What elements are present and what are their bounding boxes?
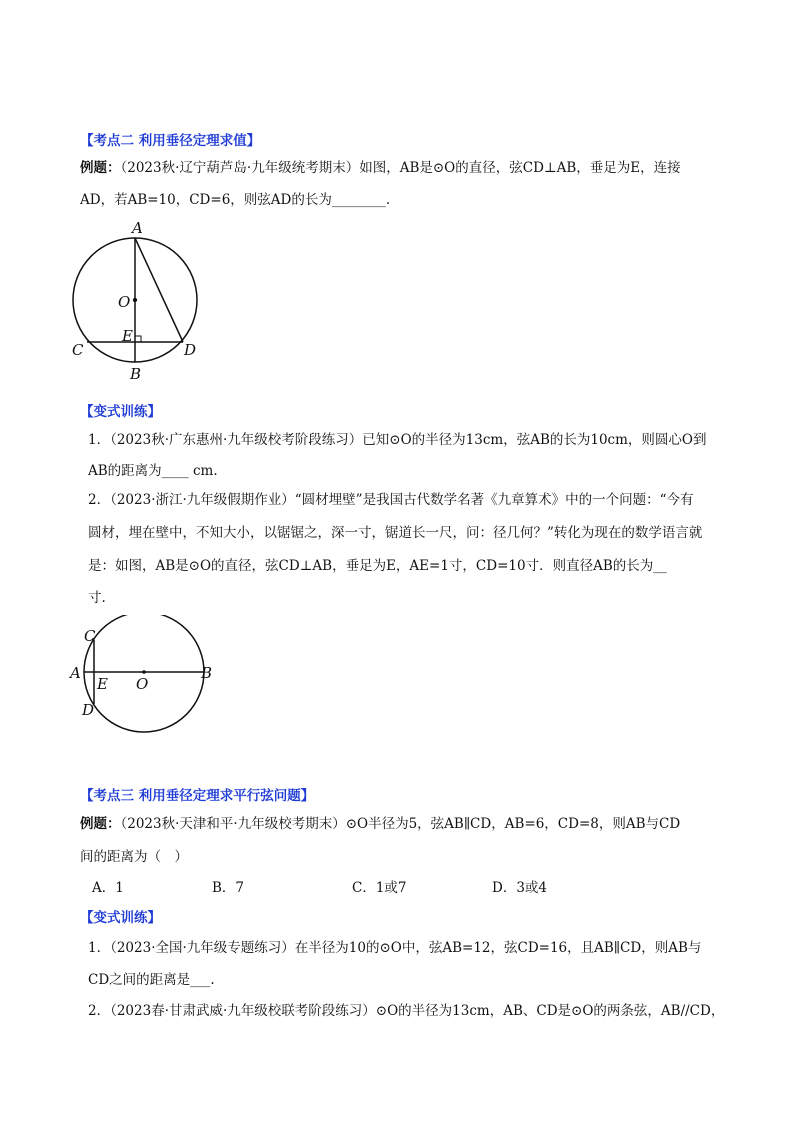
figure-circle-chord-ad: [60, 215, 220, 385]
variant-heading-3: 【变式训练】: [80, 910, 161, 926]
center-point: [133, 298, 137, 302]
q2-1-line-2: AB的距离为____ cm.: [88, 463, 218, 479]
variant-heading-2: 【变式训练】: [80, 404, 161, 420]
label-e: E: [97, 675, 108, 693]
example-3-text-1: （2023秋·天津和平·九年级校考期末）⊙O半径为5，弦AB∥CD，AB=6，CD=8，则AB与CD: [120, 816, 681, 832]
q2-2-line-3: 是：如图，AB是⊙O的直径，弦CD⊥AB，垂足为E，AE=1寸，CD=10寸．则直径AB的长为__: [88, 558, 667, 574]
label-e: E: [122, 327, 133, 345]
option-c: C．1或7: [352, 880, 407, 896]
example-label: 例题：: [80, 816, 121, 832]
label-c: C: [84, 627, 96, 645]
label-a: A: [132, 219, 143, 237]
label-o: O: [118, 293, 131, 311]
label-c: C: [72, 341, 84, 359]
label-b: B: [201, 664, 213, 682]
option-b: B．7: [212, 880, 245, 896]
section-heading-3: 【考点三 利用垂径定理求平行弦问题】: [80, 788, 315, 804]
q2-2-line-4: 寸.: [88, 590, 106, 606]
figure-circle-chord-cd: [60, 615, 230, 765]
example-2-text-1: （2023秋·辽宁葫芦岛·九年级统考期末）如图，AB是⊙O的直径，弦CD⊥AB，垂足为E，连接: [120, 160, 681, 176]
q3-1-line-2: CD之间的距离是___.: [88, 972, 215, 988]
q2-2-line-2: 圆材，埋在壁中，不知大小，以锯锯之，深一寸，锯道长一尺，问：径几何？”转化为现在的数学语言就: [88, 525, 703, 541]
q2-1-line-1: 1．（2023秋·广东惠州·九年级校考阶段练习）已知⊙O的半径为13cm，弦AB的长为10cm，则圆心O到: [88, 432, 707, 448]
center-point: [142, 670, 146, 674]
q3-1-line-1: 1．（2023·全国·九年级专题练习）在半径为10的⊙O中，弦AB=12，弦CD=16，且AB∥CD，则AB与: [88, 940, 702, 956]
example-2-line-1: [80, 158, 681, 178]
example-label: 例题：: [80, 160, 121, 176]
example-3-line-2: 间的距离为（ ）: [80, 849, 188, 865]
example-2-line-2: AD，若AB=10，CD=6，则弦AD的长为________.: [80, 192, 391, 208]
option-d: D．3或4: [492, 880, 548, 896]
label-a: A: [70, 664, 81, 682]
q3-2-line-1: 2．（2023春·甘肃武威·九年级校联考阶段练习）⊙O的半径为13cm，AB、CD是⊙O的两条弦，AB//CD，: [88, 1003, 725, 1019]
label-o: O: [136, 675, 149, 693]
q2-2-line-1: 2．（2023·浙江·九年级假期作业）“圆材埋壁”是我国古代数学名著《九章算术》中的一个问题：“今有: [88, 492, 694, 508]
label-d: D: [184, 341, 197, 359]
section-heading-2: 【考点二 利用垂径定理求值】: [80, 133, 261, 149]
right-angle-mark: [135, 336, 141, 342]
label-b: B: [130, 365, 142, 383]
example-3-line-1: [80, 814, 680, 834]
label-d: D: [82, 701, 95, 719]
option-a: A．1: [92, 880, 124, 896]
